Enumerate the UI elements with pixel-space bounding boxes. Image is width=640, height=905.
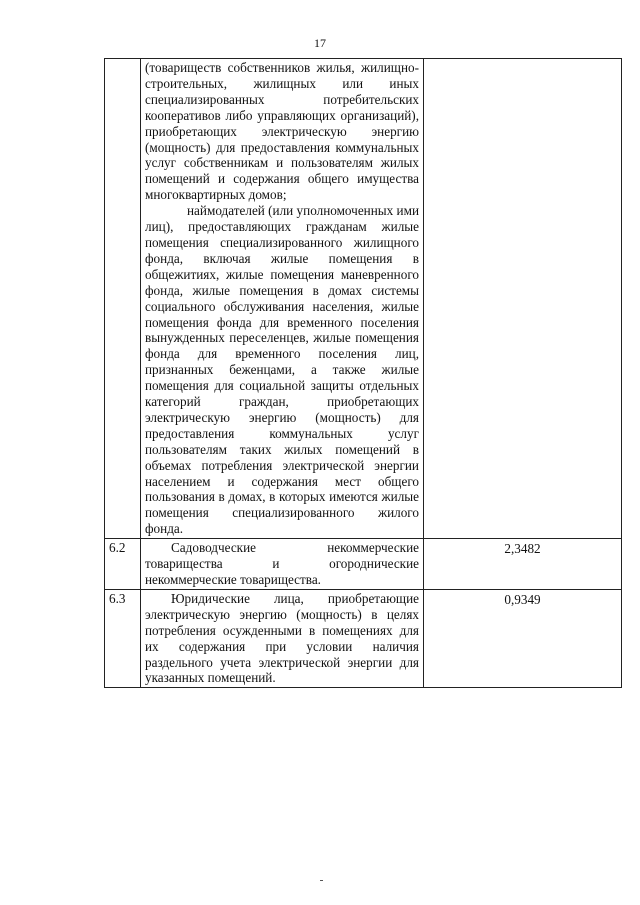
paragraph-legal-entities: Юридические лица, приобретающие электрическую энергию (мощность) в целях потребления осужденными в помещениях для их содержания при условии наличия раздельного учета электрической энергии для указанных помещений. xyxy=(145,590,419,686)
row-value xyxy=(424,59,622,539)
table-row-continuation xyxy=(105,59,622,539)
row-number: 6.2 xyxy=(105,539,141,590)
row-number xyxy=(105,59,141,539)
row-description xyxy=(141,589,424,687)
row-value: 0,9349 xyxy=(424,589,622,687)
scan-mark xyxy=(320,880,323,881)
paragraph-gardening: Садоводческие некоммерческие товарищества и огороднические некоммерческие товарищества. xyxy=(145,540,419,587)
paragraph-landlords: наймодателей (или уполномоченных ими лиц), предоставляющих гражданам жилые помещения специализированного жилищного фонда, включая жилые помещения в общежитиях, жилые помещения маневренного фонда, жилые помещения в домах системы социального обслуживания населения, жилые помещения фонда для временного поселения вынужденных переселенцев, жилые помещения фонда для временного поселения лиц, признанных беженцами, а также жилые помещения для социальной защиты отдельных категорий граждан, приобретающих электрическую энергию (мощность) для предоставления коммунальных услуг пользователям таких жилых помещений в объемах потребления электрической энергии населением и содержания мест общего пользования в домах, в которых имеются жилые помещения специализированного жилого фонда. xyxy=(145,203,419,537)
page-number: 17 xyxy=(314,36,326,50)
row-number: 6.3 xyxy=(105,589,141,687)
table-row-6-3 xyxy=(105,589,622,687)
table-row-6-2 xyxy=(105,539,622,590)
tariff-table xyxy=(104,58,622,688)
row-description xyxy=(141,539,424,590)
row-description xyxy=(141,59,424,539)
row-value: 2,3482 xyxy=(424,539,622,590)
paragraph-hoa: (товариществ собственников жилья, жилищно-строительных, жилищных или иных специализированных потребительских кооперативов либо управляющих организаций), приобретающих электрическую энергию (мощность) для предоставления коммунальных услуг собственникам и пользователям жилых помещений и содержания общего имущества многоквартирных домов; xyxy=(145,60,419,203)
